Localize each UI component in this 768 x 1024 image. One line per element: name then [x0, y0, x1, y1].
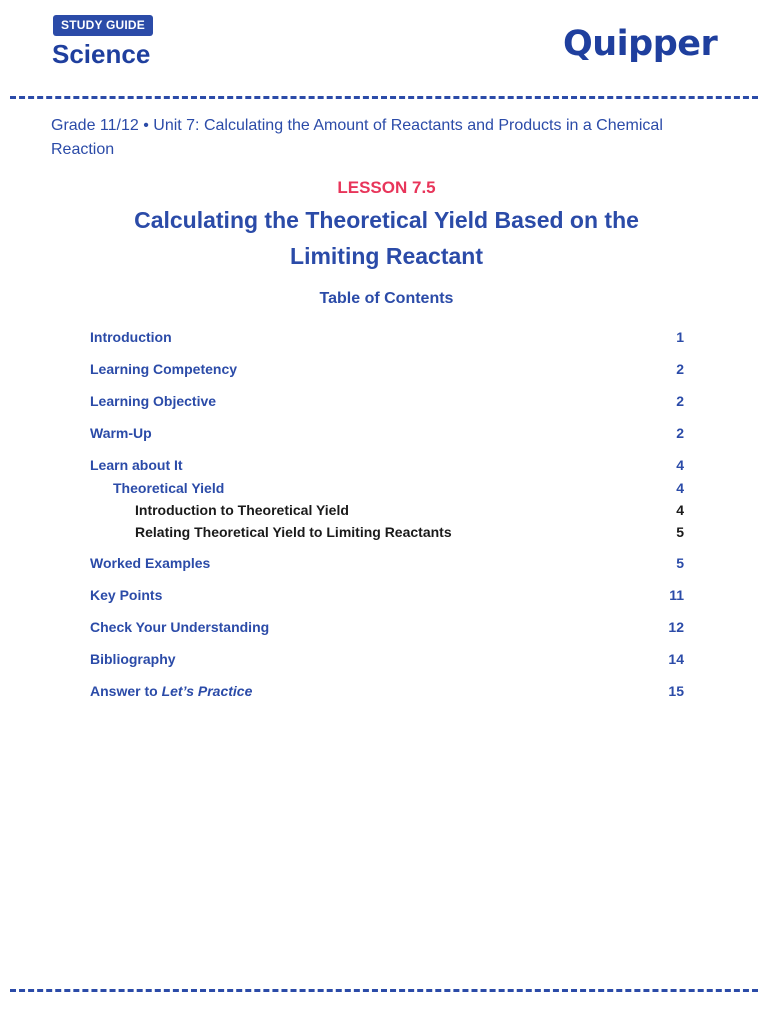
toc-item-learning-competency[interactable] [90, 359, 684, 379]
toc-item-page: 11 [669, 587, 684, 603]
study-guide-badge: STUDY GUIDE [53, 15, 153, 36]
toc-item-label: Introduction [90, 329, 172, 345]
toc-item-label: Bibliography [90, 651, 176, 667]
toc-item-page: 1 [676, 329, 684, 345]
toc-item-key-points[interactable] [90, 585, 684, 605]
toc-item-warm-up[interactable] [90, 423, 684, 443]
toc-item-label: Learning Objective [90, 393, 217, 409]
toc-item-page: 5 [676, 555, 684, 571]
page-header [0, 0, 768, 96]
toc-heading: Table of Contents [319, 290, 454, 307]
lesson-label: LESSON 7.5 [337, 178, 436, 197]
toc-item-page: 2 [676, 425, 684, 441]
top-dashed-divider [10, 96, 758, 99]
toc-item-theoretical-yield[interactable] [90, 478, 684, 498]
toc-item-relating-theoretical-yield[interactable] [90, 522, 684, 542]
toc-item-label: Relating Theoretical Yield to Limiting Reactants [135, 524, 452, 540]
toc-item-label: Worked Examples [90, 555, 211, 571]
toc-item-page: 4 [676, 480, 684, 496]
toc-item-page: 2 [676, 361, 684, 377]
toc-item-label: Key Points [90, 587, 163, 603]
toc-item-label: Learn about It [90, 457, 183, 473]
toc-item-bibliography[interactable] [90, 649, 684, 669]
toc-item-learn-about-it[interactable] [90, 455, 684, 475]
toc-item-answer-to-lets-practice[interactable] [90, 681, 684, 701]
quipper-logo: Quipper [563, 24, 718, 64]
toc-item-page: 5 [676, 524, 684, 540]
toc-item-label: Learning Competency [90, 361, 238, 377]
toc-item-check-your-understanding[interactable] [90, 617, 684, 637]
toc-item-introduction-to-theoretical-yield[interactable] [90, 500, 684, 520]
toc-item-label-emphasis: Let’s Practice [161, 683, 253, 699]
toc-item-page: 4 [676, 502, 684, 518]
toc-item-label: Warm-Up [90, 425, 152, 441]
toc-item-page: 12 [668, 619, 684, 635]
subject-title: Science [52, 39, 151, 69]
toc-item-label [90, 681, 252, 701]
toc-item-page: 2 [676, 393, 684, 409]
toc-item-introduction[interactable] [90, 327, 684, 347]
toc-item-page: 14 [668, 651, 684, 667]
toc-item-learning-objective[interactable] [90, 391, 684, 411]
toc-item-label: Theoretical Yield [113, 480, 225, 496]
toc-item-page: 15 [668, 683, 684, 699]
toc-item-label-prefix: Answer to [90, 683, 162, 699]
bottom-dashed-divider [10, 989, 758, 992]
toc-item-label: Introduction to Theoretical Yield [135, 502, 349, 518]
toc-item-label: Check Your Understanding [90, 619, 270, 635]
toc-item-page: 4 [676, 457, 684, 473]
lesson-title: Calculating the Theoretical Yield Based on the Limiting Reactant [134, 207, 639, 269]
toc-item-worked-examples[interactable] [90, 553, 684, 573]
unit-title: Grade 11/12 • Unit 7: Calculating the Amount of Reactants and Products in a Chemical Reaction [51, 117, 663, 158]
